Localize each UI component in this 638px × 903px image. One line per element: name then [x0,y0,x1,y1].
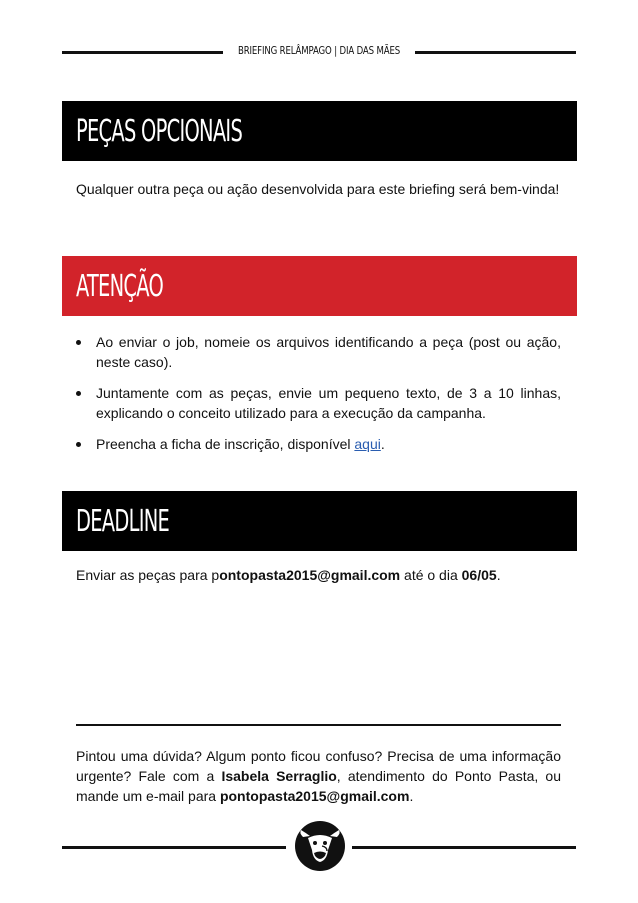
footer-rule [62,820,576,872]
contact-text [76,746,561,806]
attention-list [76,332,561,465]
optional-heading: PEÇAS OPCIONAIS [76,114,243,149]
contact-part1: Pintou uma dúvida? Algum ponto ficou confuso? Precisa de uma informação urgente? Fale com a [76,748,561,784]
bullet-icon [76,340,81,345]
header-rule [62,45,576,59]
header-line-right [415,51,576,54]
bullet-icon [76,391,81,396]
deadline-heading: DEADLINE [76,504,170,539]
optional-text: Qualquer outra peça ou ação desenvolvida para este briefing será bem-vinda! [76,181,560,197]
deadline-text [76,565,561,585]
contact-part3: . [409,788,414,804]
contact-part2: , atendimento do Ponto Pasta, ou mande um e-mail para [76,768,562,804]
list-item-text: Juntamente com as peças, envie um pequeno texto, de 3 a 10 linhas, explicando o conceito utilizado para a execução da campanha. [96,385,561,421]
contact-email: pontopasta2015@gmail.com [219,788,410,804]
footer-line-left [62,846,286,849]
registration-form-link[interactable]: aqui [354,436,381,452]
deadline-date: 06/05 [461,567,497,583]
list-item-text: Preencha a ficha de inscrição, disponível [96,436,355,452]
optional-banner [62,101,577,161]
footer-line-right [352,846,576,849]
deadline-banner [62,491,577,551]
deadline-middle: até o dia [400,567,462,583]
page-title: BRIEFING RELÂMPAGO | DIA DAS MÃES [237,44,400,57]
list-item-text: Ao enviar o job, nomeie os arquivos identificando a peça (post ou ação, neste caso). [96,334,561,370]
attention-heading: ATENÇÃO [76,269,164,304]
deadline-email: ontopasta2015@gmail.com [219,567,401,583]
list-item-suffix: . [380,436,385,452]
contact-name: Isabela Serraglio [221,768,337,784]
deadline-suffix: . [496,567,501,583]
section-divider [76,724,561,726]
bullet-icon [76,442,81,447]
cow-logo-icon [294,820,346,872]
list-item [76,434,561,454]
list-item [76,383,561,423]
deadline-prefix: Enviar as peças para p [76,567,220,583]
attention-banner [62,256,577,316]
list-item [76,332,561,372]
